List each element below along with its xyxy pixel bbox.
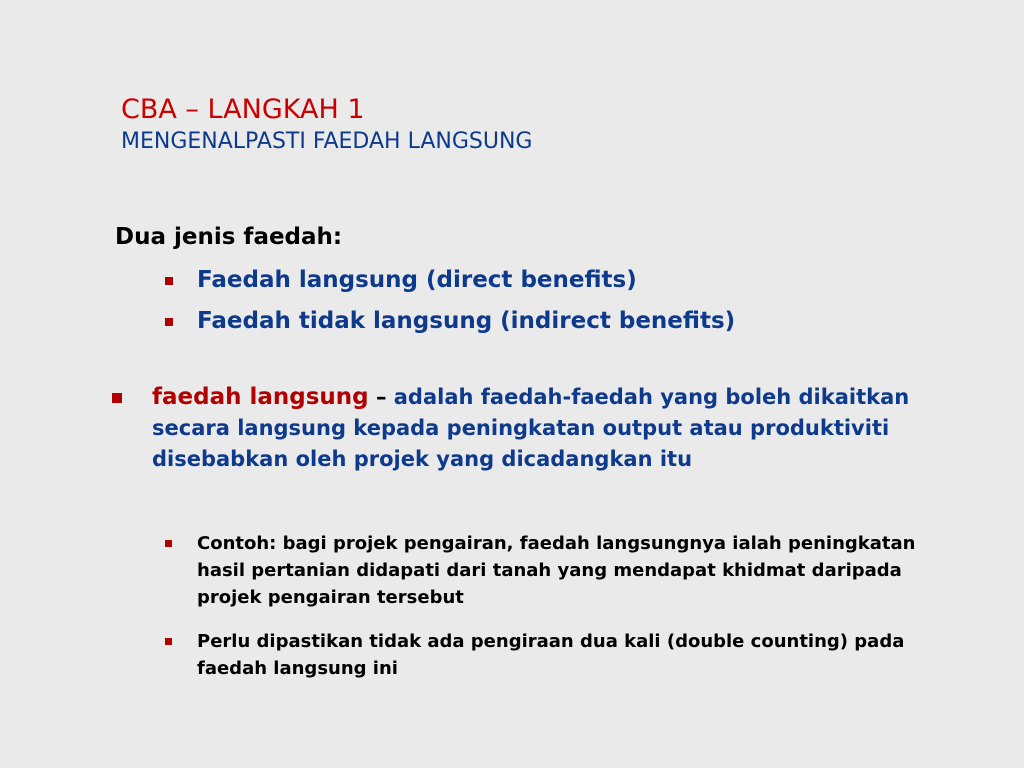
slide-title: [121, 93, 532, 157]
title-main: CBA – LANGKAH 1: [121, 94, 365, 125]
intro-heading: Dua jenis faedah:: [115, 224, 343, 250]
list-item-text: Faedah tidak langsung (indirect benefits): [197, 308, 736, 334]
definition-dash: –: [368, 385, 394, 409]
examples-list: [165, 530, 945, 699]
benefit-types-list: [165, 260, 735, 342]
definition-body: adalah faedah-faedah yang boleh dikaitkan secara langsung kepada peningkatan output atau produktiviti disebabkan oleh projek yang dicadangkan itu: [152, 385, 910, 471]
list-item: [165, 628, 945, 682]
definition-text: [152, 382, 952, 475]
list-item-text: Perlu dipastikan tidak ada pengiraan dua kali (double counting) pada faedah langsung ini: [197, 631, 905, 679]
list-item-text: Faedah langsung (direct benefits): [197, 267, 637, 293]
square-bullet-icon: [165, 638, 172, 645]
list-item: [165, 301, 735, 342]
list-item-text: Contoh: bagi projek pengairan, faedah langsungnya ialah peningkatan hasil pertanian didapati dari tanah yang mendapat khidmat daripada projek pengairan tersebut: [197, 533, 916, 608]
square-bullet-icon: [112, 393, 122, 403]
list-item: [165, 260, 735, 301]
square-bullet-icon: [165, 540, 172, 547]
square-bullet-icon: [165, 318, 173, 326]
definition-point: [112, 382, 992, 475]
list-item: [165, 530, 945, 611]
definition-term: faedah langsung: [152, 384, 369, 410]
square-bullet-icon: [165, 277, 173, 285]
title-subtitle: MENGENALPASTI FAEDAH LANGSUNG: [121, 129, 533, 154]
